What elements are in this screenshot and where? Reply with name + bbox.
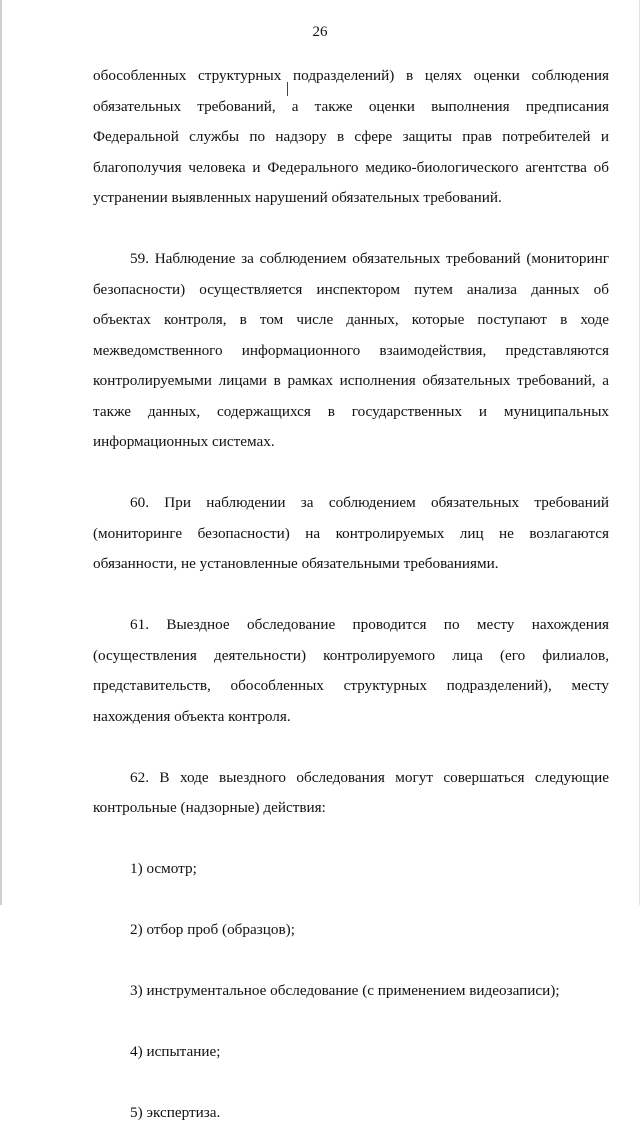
list-item: 3) инструментальное обследование (с применением видеозаписи); (130, 982, 560, 999)
page-number: 26 (312, 24, 328, 40)
paragraph-62: 62. В ходе выездного обследования могут совершаться следующие контрольные (надзорные) действия: (93, 768, 609, 816)
control-actions-list (93, 854, 609, 1129)
list-item: 1) осмотр; (130, 860, 197, 877)
list-item: 5) экспертиза. (130, 1104, 221, 1121)
scan-left-edge (0, 0, 2, 905)
paragraph-continuation: обособленных структурных подразделений) в целях оценки соблюдения обязательных требований, а также оценки выполнения предписания Федеральной службы по надзору в сфере защиты прав потребителей и благополучия человека и Федерального медико-биологического агентства об устранении выявленных нарушений обязательных требований. (93, 67, 609, 206)
document-body (93, 61, 609, 1129)
paragraph-61: 61. Выездное обследование проводится по месту нахождения (осуществления деятельности) контролируемого лица (его филиалов, представительств, обособленных структурных подразделений), месту нахождения объекта контроля. (93, 616, 609, 725)
paragraph-59: 59. Наблюдение за соблюдением обязательных требований (мониторинг безопасности) осуществляется инспектором путем анализа данных об объектах контроля, в том числе данных, которые поступают в ходе межведомственного информационного взаимодействия, представляются контролируемыми лицами в рамках исполнения обязательных требований, а также данных, содержащихся в государственных и муниципальных информационных системах. (93, 250, 609, 450)
list-item: 4) испытание; (130, 1043, 221, 1060)
list-item: 2) отбор проб (образцов); (130, 921, 295, 938)
paragraph-60: 60. При наблюдении за соблюдением обязательных требований (мониторинге безопасности) на контролируемых лиц не возлагаются обязанности, не установленные обязательными требованиями. (93, 494, 609, 572)
